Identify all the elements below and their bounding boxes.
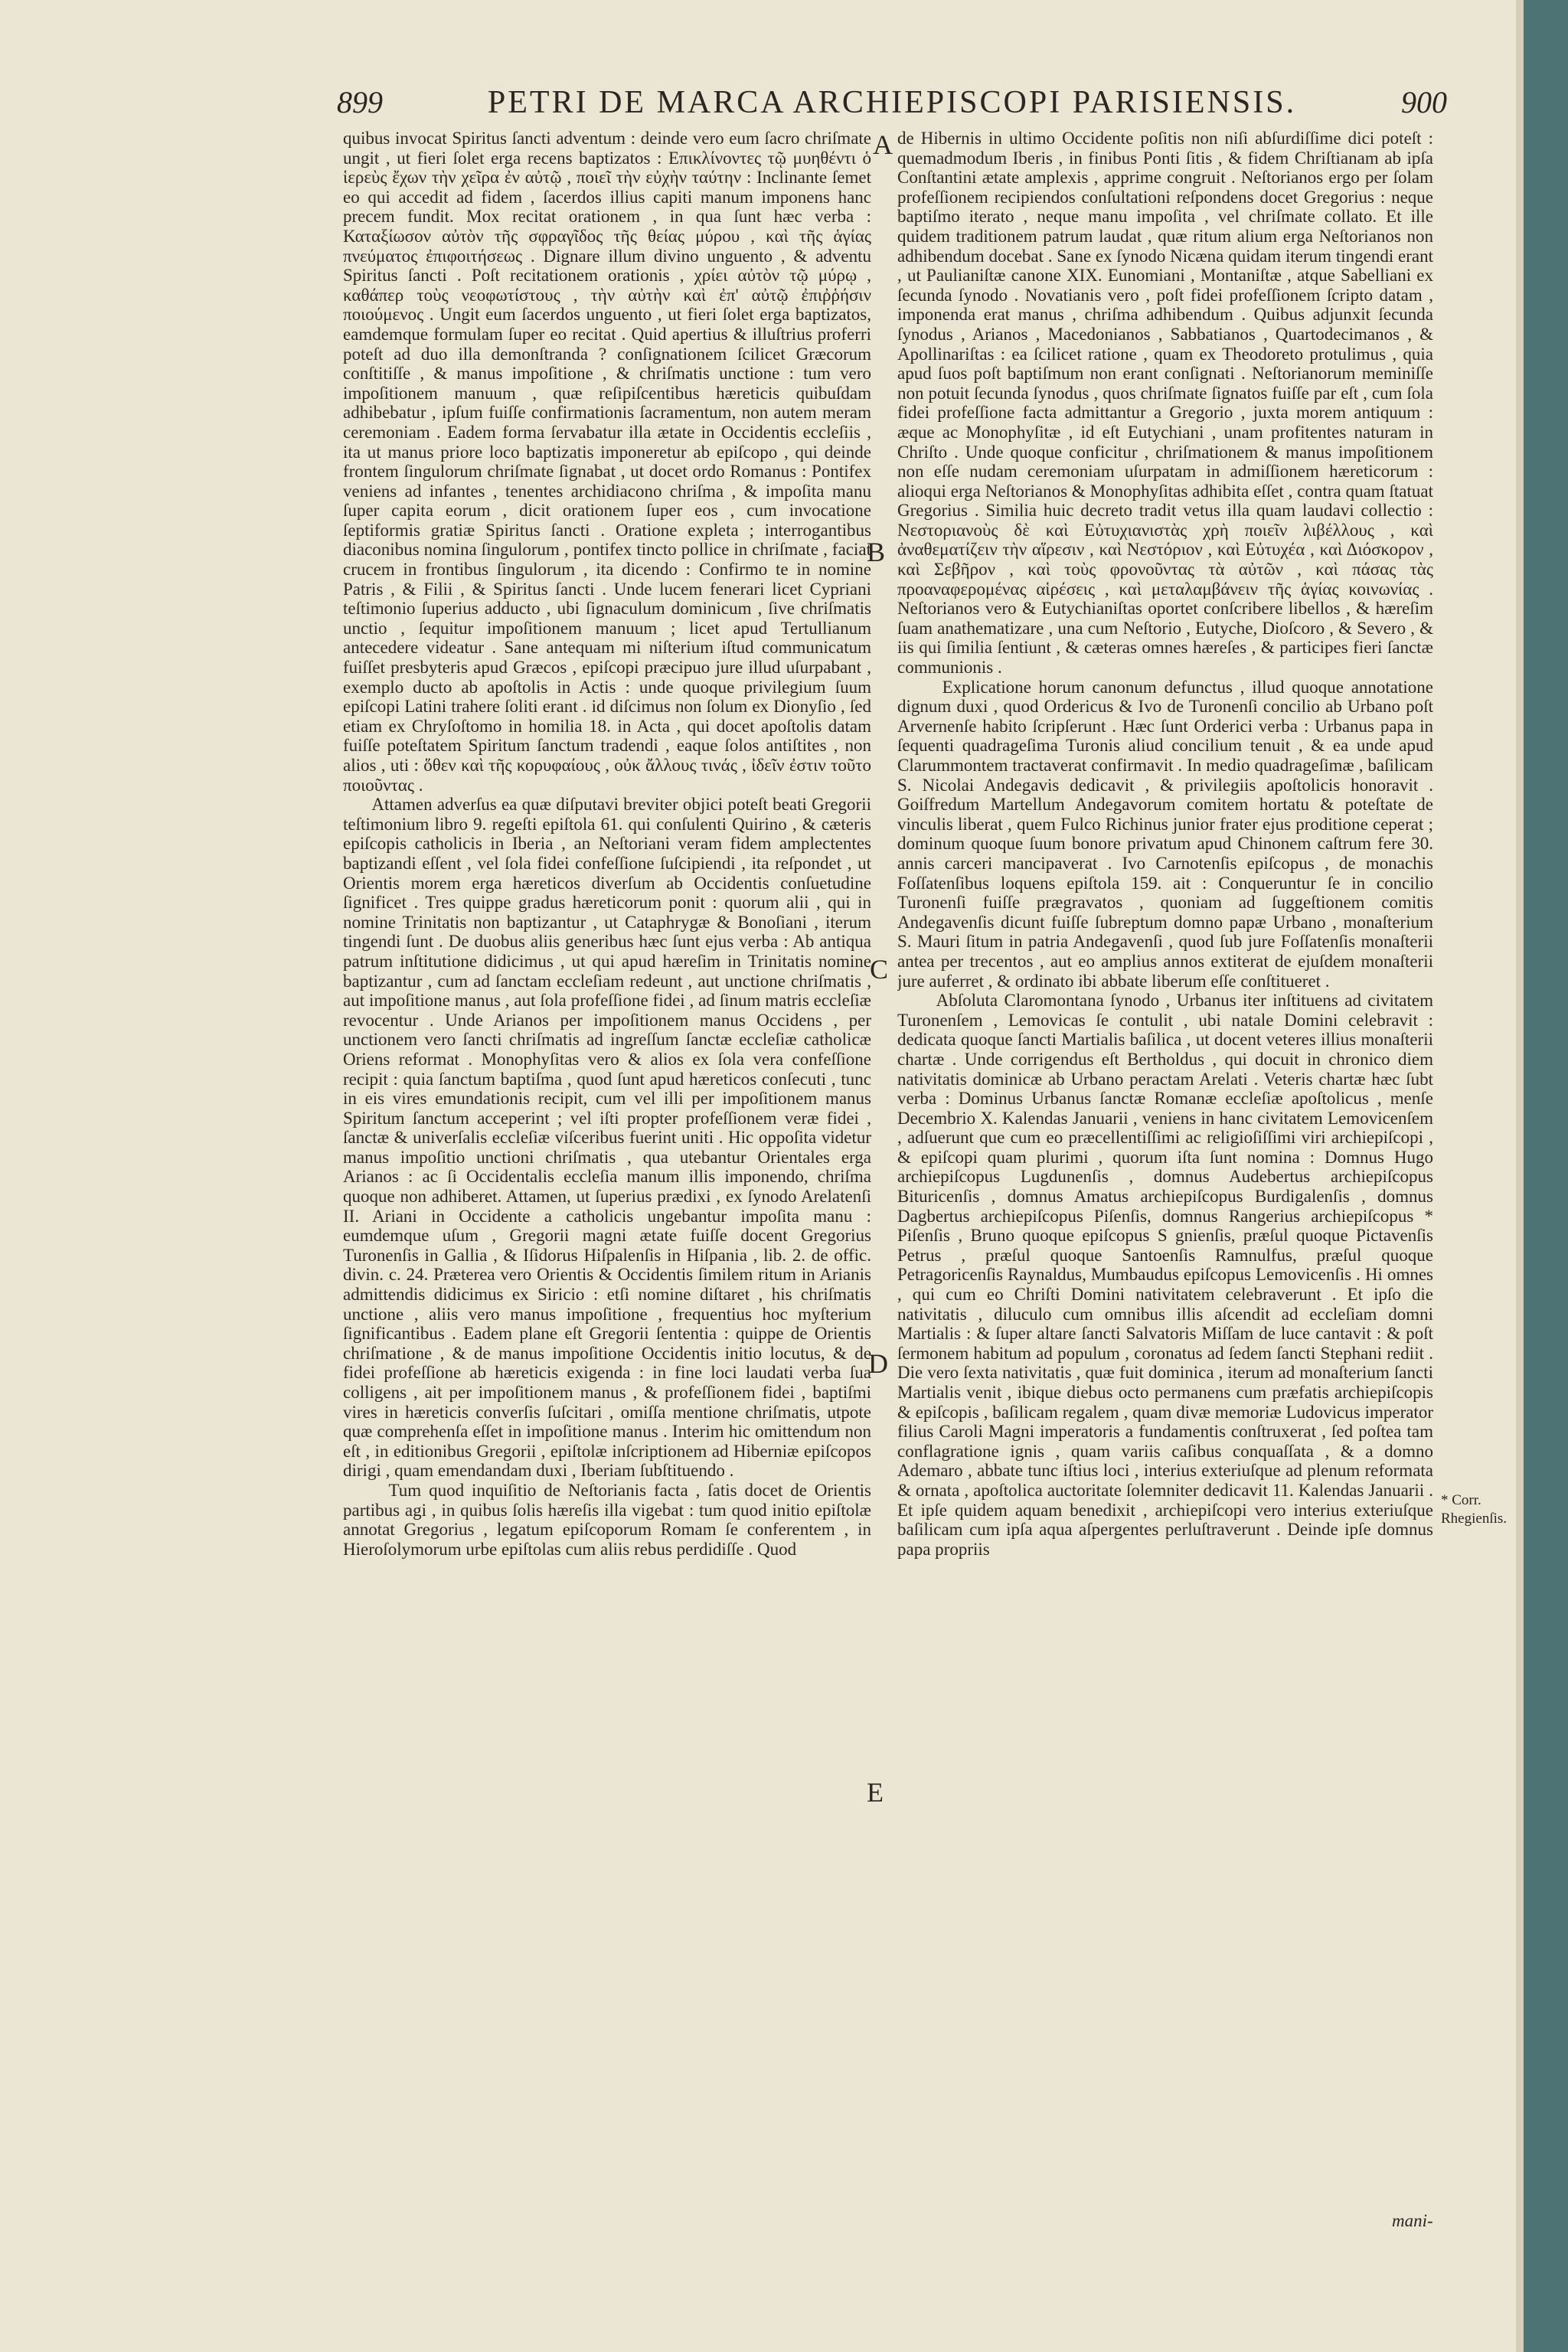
page-number-left: 899 — [337, 85, 383, 119]
section-letter-b: B — [867, 537, 886, 567]
running-title: PETRI DE MARCA ARCHIEPISCOPI PARISIENSIS. — [487, 85, 1297, 120]
catchword: mani- — [1392, 2211, 1433, 2230]
section-letter-e: E — [867, 1777, 884, 1808]
left-text-column: quibus invocat Spiritus ſancti adventum : deinde vero eum ſacro chriſmate ungit , ut fieri ſolet erga recens baptizatos : Επικλίνοντες τῷ μυηθέντι ὁ ἱερεὺς ἔχων τὴν χεῖρα ἐν αὐτῷ , ποιεῖ τὴν εὐχὴν ταύτην : Inclinante ſemet eo qui accedit ad fidem , ſacerdos illius capiti manum imponens hanc precem fundit. Mox recitat orationem , in qua ſunt hæc verba : Καταξίωσον αὐτὸν τῆς σφραγῖδος τῆς θείας μύρου , καὶ τῆς ἁγίας πνεύματος ἐπιφοιτήσεως . Dignare illum divino unguento , & adventu Spiritus ſancti . Poſt recitationem orationis , χρίει αὐτὸν τῷ μύρῳ , καθάπερ τοὺς νεοφωτίστους , τὴν αὐτὴν καὶ ἐπ' αὐτῷ ἐπιῤῥήσιν ποιούμενος . Ungit eum ſacerdos unguento , ut fieri ſolet erga baptizatos, eamdemque formulam ſuper eo recitat . Quid apertius & illuſtrius proferri poteſt ad duo illa demonſtranda ? conſignationem ſcilicet Græcorum conſtitiſſe , & manus impoſitione , & chriſmatis unctione : tum vero impoſitionem manuum , quæ reſipiſcentibus hæreticis quibuſdam adhibebatur , ipſum fuiſſe confirmationis ſacramentum, non autem meram ceremoniam . Eadem forma ſervabatur illa ætate in Occidentis eccleſiis , ita ut manus priore loco baptizatis imponeretur ab epiſcopo , qui deinde frontem ſingulorum chriſmate ſignabat , ut docet ordo Romanus : Pontifex veniens ad infantes , tenentes archidiacono chriſma , & impoſita manu ſuper capita eorum , dicit orationem ſuper eos , cum invocatione ſeptiformis gratiæ Spiritus ſancti . Oratione expleta ; interrogantibus diaconibus nomina ſingulorum , pontifex tincto pollice in chriſmate , faciat crucem in frontibus ſingulorum , ita dicendo : Confirmo te in nomine Patris , & Filii , & Spiritus ſancti . Unde lucem fenerari licet Cypriani teſtimonio ſuperius adducto , ubi ſignaculum dominicum , ſive chriſmatis unctio , ſequitur impoſitionem manuum ; licet apud Tertullianum antecedere videatur . Sane antequam mi niſterium iſtud communicatum fuiſſet presbyteris apud Græcos , epiſcopi præcipuo jure illud uſurpabant , exemplo ducto ab apoſtolis in Actis : unde quoque privilegium ſuum epiſcopi Latini trahere ſoliti erant . id diſcimus non ſolum ex Dionyſio , ſed etiam ex Chryſoſtomo in homilia 18. in Acta , qui docet apoſtolis datam fuiſſe poteſtatem Spiritum ſanctum tradendi , eaque ſolos antiſtites , non alios , uti : ὅθεν καὶ τῆς κορυφαίους , οὐκ ἄλλους τινάς , ἰδεῖν ἐστιν τοῦτο ποιοῦντας . Attamen adverſus ea quæ diſputavi breviter objici poteſt beati Gregorii teſtimonium libro 9. regeſti epiſtola 61. qui conſulenti Quirino , & cæteris epiſcopis catholicis in Iberia , an Neſtoriani veram fidem amplectentes baptizandi eſſent , vel ſola fidei confeſſione ſuſcipiendi , ita reſpondet , ut Orientis morem erga hæreticos diverſum ab Occidentis conſuetudine ſignificet . Tres quippe gradus hæreticorum ponit : quorum alii , qui in nomine Trinitatis non baptizantur , ut Cataphrygæ & Bonoſiani , iterum tingendi ſunt . De duobus aliis generibus hæc ſunt ejus verba : Ab antiqua patrum inſtitutione didicimus , ut qui apud hæreſim in Trinitatis nomine baptizantur , cum ad ſanctam eccleſiam redeunt , aut unctione chriſmatis , aut impoſitione manus , aut ſola profeſſione fidei , ad ſinum matris eccleſiæ revocentur . Unde Arianos per impoſitionem manus Occidens , per unctionem vero ſancti chriſmatis ad ingreſſum ſanctæ eccleſiæ catholicæ Oriens reformat . Monophyſitas vero & alios ex ſola vera confeſſione recipit : quia ſanctum baptiſma , quod ſunt apud hæreticos conſecuti , tunc in eis vires emundationis recipit, cum vel illi per impoſitionem manus Spiritum ſanctum acceperint ; vel iſti propter profeſſionem veræ fidei , ſanctæ & univerſalis eccleſiæ viſceribus fuerint uniti . Hic oppoſita videtur manus impoſitio unctioni chriſmatis , qua utebantur Orientales erga Arianos : ac ſi Occidentalis eccleſia manum illis imponendo, chriſma quoque non adhiberet. Attamen, ut ſuperius prædixi , ex ſynodo Arelatenſi II. Ariani in Occidente a catholicis ungebantur impoſita manu : eumdemque uſum , Gregorii magni ætate fuiſſe docent Gregorius Turonenſis in Gallia , & Iſidorus Hiſpalenſis in Hiſpania , lib. 2. de offic. divin. c. 24. Præterea vero Orientis & Occidentis ſimilem ritum in Arianis admittendis didicimus ex Siricio : etſi nomine diſtaret , his chriſmatis unctione , aliis vero manus impoſitione , frequentius hoc myſterium ſignificantibus . Eadem plane eſt Gregorii ſententia : quippe de Orientis chriſmatione , & de manus impoſitione Occidentis initio locutus, & de fidei profeſſione ab hæreticis exigenda : in fine loci laudati verba ſua colligens , ait per impoſitionem manus , & profeſſionem fidei , baptiſmi vires in hæreticis converſis ſuſcitari , omiſſa mentione chriſmatis, utpote quæ comprehenſa eſſet in impoſitione manus . Interim hic omittendum non eſt , in editionibus Gregorii , epiſtolæ inſcriptionem ad Hiberniæ epiſcopos dirigi , quam emendandam duxi , Iberiam ſubſtituendo . Tum quod inquiſitio de Neſtorianis facta , ſatis docet de Orientis partibus agi , in quibus ſolis hæreſis illa vigebat : tum quod initio epiſtolæ annotat Gregorius , legatum epiſcoporum Romam ſe conferentem , in Hieroſolymorum urbe epiſtolas cum aliis rebus perdidiſſe . Quod — [343, 129, 871, 1559]
page-gutter-shadow — [1516, 0, 1524, 2352]
scan-background-edge — [1524, 0, 1568, 2352]
section-letter-c: C — [870, 954, 889, 985]
page-number-right: 900 — [1401, 85, 1447, 119]
marginal-note: * Corr. Rhegienſis. — [1441, 1492, 1508, 1527]
section-letter-a: A — [873, 129, 893, 160]
section-letter-d: D — [868, 1348, 888, 1379]
right-text-column: de Hibernis in ultimo Occidente poſitis non niſi abſurdiſſime dici poteſt : quemadmodum Iberis , in finibus Ponti ſitis , & fidem Chriſtianam ab ipſa Conſtantini ætate amplexis , apprime congruit . Neſtorianos ergo per ſolam profeſſionem recipiendos conſultationi reſpondens docet Gregorius : neque baptiſmo iterato , neque manu impoſita , vel chriſmate collato. Et ille quidem traditionem patrum laudat , quæ ritum alium erga Neſtorianos non adhibendum docebat . Sane ex ſynodo Nicæna quidam iterum tingendi erant , ut Paulianiſtæ canone XIX. Eunomiani , Montaniſtæ , atque Sabelliani ex ſecunda ſynodo . Novatianis vero , poſt fidei profeſſionem ſcripto datam , imponenda erat manus , chriſma adhibendum . Quibus adjunxit ſecunda ſynodus , Arianos , Macedonianos , Sabbatianos , Quartodecimanos , & Apollinariſtas : ea ſcilicet ratione , quam ex Theodoreto protulimus , quia apud ſuos poſt baptiſmum non erant conſignati . Neſtorianorum meminiſſe non potuit ſecunda ſynodus , quos chriſmate ſignatos fuiſſe par eſt , cum ſola fidei profeſſione facta admittantur a Gregorio , juxta morem antiquum : æque ac Monophyſitæ , id eſt Eutychiani , unam profitentes naturam in Chriſto . Unde quoque conficitur , chriſmationem & manus impoſitionem non eſſe nudam ceremoniam uſurpatam in admiſſionem hæreticorum : alioqui erga Neſtorianos & Monophyſitas adhibita eſſet , contra quam ſtatuat Gregorius . Similia huic decreto tradit vetus illa quam laudavi collectio : Νεστοριανοὺς δὲ καὶ Εὐτυχιανιστὰς χρὴ ποιεῖν λιβέλλους , καὶ ἀναθεματίζειν τὴν αἵρεσιν , καὶ Νεστόριον , καὶ Εὐτυχέα , καὶ Διόσκορον , καὶ Σεβῆρον , καὶ τοὺς φρονοῦντας τὰ αὐτῶν , καὶ πάσας τὰς προαναφερομένας αἱρέσεις , καὶ μεταλαμβάνειν τῆς ἁγίας κοινωνίας . Neſtorianos vero & Eutychianiſtas oportet conſcribere libellos , & hæreſim ſuam anathematizare , una cum Neſtorio , Eutyche, Dioſcoro , & Severo , & iis qui ſimilia ſentiunt , & cæteras omnes hæreſes , & participes fieri ſanctæ communionis . Explicatione horum canonum defunctus , illud quoque annotatione dignum duxi , quod Ordericus & Ivo de Turonenſi concilio ab Urbano poſt Arvernenſe habito ſcripſerunt . Hæc ſunt Orderici verba : Urbanus papa in ſequenti quadrageſima Turonis aliud concilium tenuit , & ea unde apud Clarummontem tractaverat confirmavit . In medio quadrageſimæ , baſilicam S. Nicolai Andegavis dedicavit , & privilegiis apoſtolicis honoravit . Goiſfredum Martellum Andegavorum comitem hortatu & poteſtate de vinculis liberat , quem Fulco Richinus junior frater ejus proditione ceperat ; dominum quoque ſuum bonore privatum apud Chinonem caſtrum fere 30. annis carceri mancipaverat . Ivo Carnotenſis epiſcopus , de monachis Foſſatenſibus loquens epiſtola 159. ait : Conqueruntur ſe in concilio Turonenſi fuiſſe prægravatos , quoniam ad ſuggeſtionem comitis Andegavenſis dicunt fuiſſe ſubreptum domno papæ Urbano , monaſterium S. Mauri ſitum in patria Andegavenſi , quod ſub jure Foſſatenſis monaſterii antea per trecentos , aut eo amplius annos extiterat de ejuſdem monaſterii jure auferret , & ordinato ibi abbate liberum eſſe conſtitueret . Abſoluta Claromontana ſynodo , Urbanus iter inſtituens ad civitatem Turonenſem , Lemovicas ſe contulit , ubi natale Domini celebravit : dedicata quoque ſancti Martialis baſilica , ut docent veteres illius monaſterii chartæ . Unde corrigendus eſt Bertholdus , qui docuit in chronico diem nativitatis dominicæ ab Urbano peractam Arelati . Veteris chartæ hæc ſubt verba : Dominus Urbanus ſanctæ Romanæ eccleſiæ apoſtolicus , menſe Decembrio X. Kalendas Januarii , veniens in hanc civitatem Lemovicenſem , adſuerunt que cum eo præcellentiſſimi ac religioſiſſimi viri archiepiſcopi , & epiſcopi quam plurimi , quorum iſta ſunt nomina : Domnus Hugo archiepiſcopus Lugdunenſis , domnus Audebertus archiepiſcopus Bituricenſis , domnus Amatus archiepiſcopus Burdigalenſis , domnus Dagbertus archiepiſcopus Piſenſis, domnus Rangerius archiepiſcopus * Piſenſis , Bruno quoque epiſcopus S gnienſis, præſul quoque Pictavenſis Petrus , præſul quoque Santoenſis Ramnulfus, præſul quoque Petragoricenſis Raynaldus, Mumbaudus epiſcopus Lemovicenſis . Hi omnes , qui cum eo Chriſti Domini nativitatem celebraverunt . Et ipſo die nativitatis , diluculo cum omnibus illis aſcendit ad eccleſiam domni Martialis : & ſuper altare ſancti Salvatoris Miſſam de luce cantavit : & poſt ſermonem habitum ad populum , coronatus ad ſedem ſancti Stephani rediit . Die vero ſexta nativitatis , quæ fuit dominica , iterum ad monaſterium ſancti Martialis venit , ibique diebus octo permanens cum præfatis archiepiſcopis & epiſcopis , baſilicam regalem , quam divæ memoriæ Ludovicus imperator filius Caroli Magni imperatoris a fundamentis conſtruxerat , ſed poſtea tam conflagratione ignis , quam variis caſibus conquaſſata , & a domno Ademaro , abbate tunc iſtius loci , interius exteriuſque ad plenum reformata & ornata , apoſtolica auctoritate ſolemniter dedicavit 11. Kalendas Januarii . Et ipſe quidem aquam benedixit , archiepiſcopi vero interius exteriuſque baſilicam cum ipſa aqua aſpergentes perluſtraverunt . Deinde ipſe domnus papa propriis — [897, 129, 1433, 1559]
